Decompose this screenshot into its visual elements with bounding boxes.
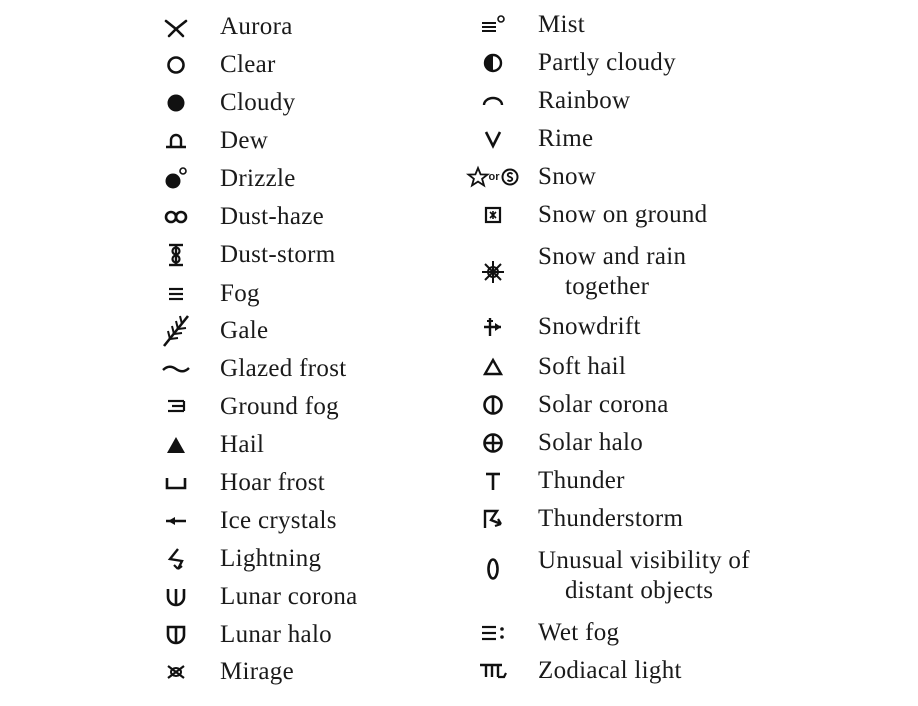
symbol-label: Ground fog <box>220 393 339 420</box>
list-item <box>150 506 450 544</box>
snow-on-ground-icon <box>473 200 513 230</box>
list-item <box>150 240 450 278</box>
list-item <box>455 242 795 312</box>
symbol-label: Hail <box>220 431 265 458</box>
symbol-label: Rainbow <box>538 87 631 114</box>
list-item <box>150 202 450 240</box>
symbol-label: Glazed frost <box>220 355 347 382</box>
list-item <box>150 430 450 468</box>
list-item <box>150 279 450 317</box>
soft-hail-icon <box>473 352 513 382</box>
mirage-icon <box>156 657 196 687</box>
dust-haze-icon <box>156 202 196 232</box>
symbol-label: Solar corona <box>538 391 669 418</box>
symbol-label-line2: distant objects <box>565 577 714 604</box>
symbol-label: Clear <box>220 51 276 78</box>
list-item <box>455 466 795 504</box>
list-item <box>150 354 450 392</box>
symbol-label: Mist <box>538 11 586 38</box>
clear-icon <box>156 50 196 80</box>
list-item <box>455 162 795 200</box>
rime-icon <box>473 124 513 154</box>
list-item <box>150 620 450 658</box>
symbol-label: Partly cloudy <box>538 49 676 76</box>
gale-icon <box>156 316 196 346</box>
symbol-label: Rime <box>538 125 594 152</box>
list-item <box>150 126 450 164</box>
list-item <box>455 124 795 162</box>
list-item <box>150 164 450 202</box>
symbol-label: Dust-haze <box>220 203 325 230</box>
snowdrift-icon <box>473 312 513 342</box>
list-item <box>150 316 450 354</box>
list-item <box>455 48 795 86</box>
glazed-frost-icon <box>156 354 196 384</box>
solar-corona-icon <box>473 390 513 420</box>
symbol-label-line1: Snow and rain <box>538 243 687 270</box>
cloudy-icon <box>156 88 196 118</box>
lightning-icon <box>156 544 196 574</box>
list-item <box>150 12 450 50</box>
list-item <box>455 546 795 616</box>
symbol-label <box>538 242 686 302</box>
ground-fog-icon <box>156 392 196 422</box>
snow-and-rain-icon <box>473 257 513 287</box>
hail-icon <box>156 430 196 460</box>
dew-icon <box>156 126 196 156</box>
lunar-halo-icon <box>156 620 196 650</box>
list-item <box>455 656 795 694</box>
symbol-label: Soft hail <box>538 353 627 380</box>
snow-or-text: or <box>488 171 500 183</box>
snow-icon <box>461 162 525 192</box>
symbol-label: Wet fog <box>538 619 620 646</box>
symbol-label: Cloudy <box>220 89 296 116</box>
list-item <box>150 468 450 506</box>
list-item <box>455 86 795 124</box>
list-item <box>150 657 450 695</box>
list-item <box>455 200 795 238</box>
symbol-label: Lightning <box>220 545 322 572</box>
symbol-label: Zodiacal light <box>538 657 682 684</box>
symbol-label: Drizzle <box>220 165 296 192</box>
symbol-label: Ice crystals <box>220 507 337 534</box>
wet-fog-icon <box>473 618 513 648</box>
symbol-label: Lunar halo <box>220 621 332 648</box>
list-item <box>455 504 795 542</box>
symbol-label: Snowdrift <box>538 313 641 340</box>
list-item <box>455 352 795 390</box>
lunar-corona-icon <box>156 582 196 612</box>
symbol-label: Gale <box>220 317 269 344</box>
fog-icon <box>156 279 196 309</box>
symbol-label: Thunderstorm <box>538 505 684 532</box>
hoar-frost-icon <box>156 468 196 498</box>
list-item <box>455 618 795 656</box>
symbol-label: Dew <box>220 127 269 154</box>
symbol-label: Fog <box>220 280 260 307</box>
list-item <box>150 50 450 88</box>
list-item <box>150 392 450 430</box>
rainbow-icon <box>473 86 513 116</box>
solar-halo-icon <box>473 428 513 458</box>
symbol-label: Mirage <box>220 658 294 685</box>
unusual-visibility-icon <box>473 554 513 584</box>
symbol-label: Dust-storm <box>220 241 336 268</box>
ice-crystals-icon <box>156 506 196 536</box>
symbol-label: Thunder <box>538 467 625 494</box>
symbol-label-line1: Unusual visibility of <box>538 547 750 574</box>
symbol-label: Snow <box>538 163 597 190</box>
list-item <box>150 544 450 582</box>
symbol-label: Lunar corona <box>220 583 358 610</box>
list-item <box>455 312 795 350</box>
symbol-label: Hoar frost <box>220 469 326 496</box>
thunder-icon <box>473 466 513 496</box>
symbol-label: Snow on ground <box>538 201 708 228</box>
list-item <box>455 10 795 48</box>
symbol-label: Solar halo <box>538 429 644 456</box>
dust-storm-icon <box>156 240 196 270</box>
list-item <box>455 428 795 466</box>
zodiacal-light-icon <box>473 656 513 686</box>
symbol-label <box>538 546 750 606</box>
list-item <box>150 88 450 126</box>
mist-icon <box>473 10 513 40</box>
drizzle-icon <box>156 164 196 194</box>
aurora-icon <box>156 12 196 42</box>
symbol-label-line2: together <box>565 273 650 300</box>
list-item <box>150 582 450 620</box>
list-item <box>455 390 795 428</box>
thunderstorm-icon <box>473 504 513 534</box>
partly-cloudy-icon <box>473 48 513 78</box>
symbol-label: Aurora <box>220 13 293 40</box>
